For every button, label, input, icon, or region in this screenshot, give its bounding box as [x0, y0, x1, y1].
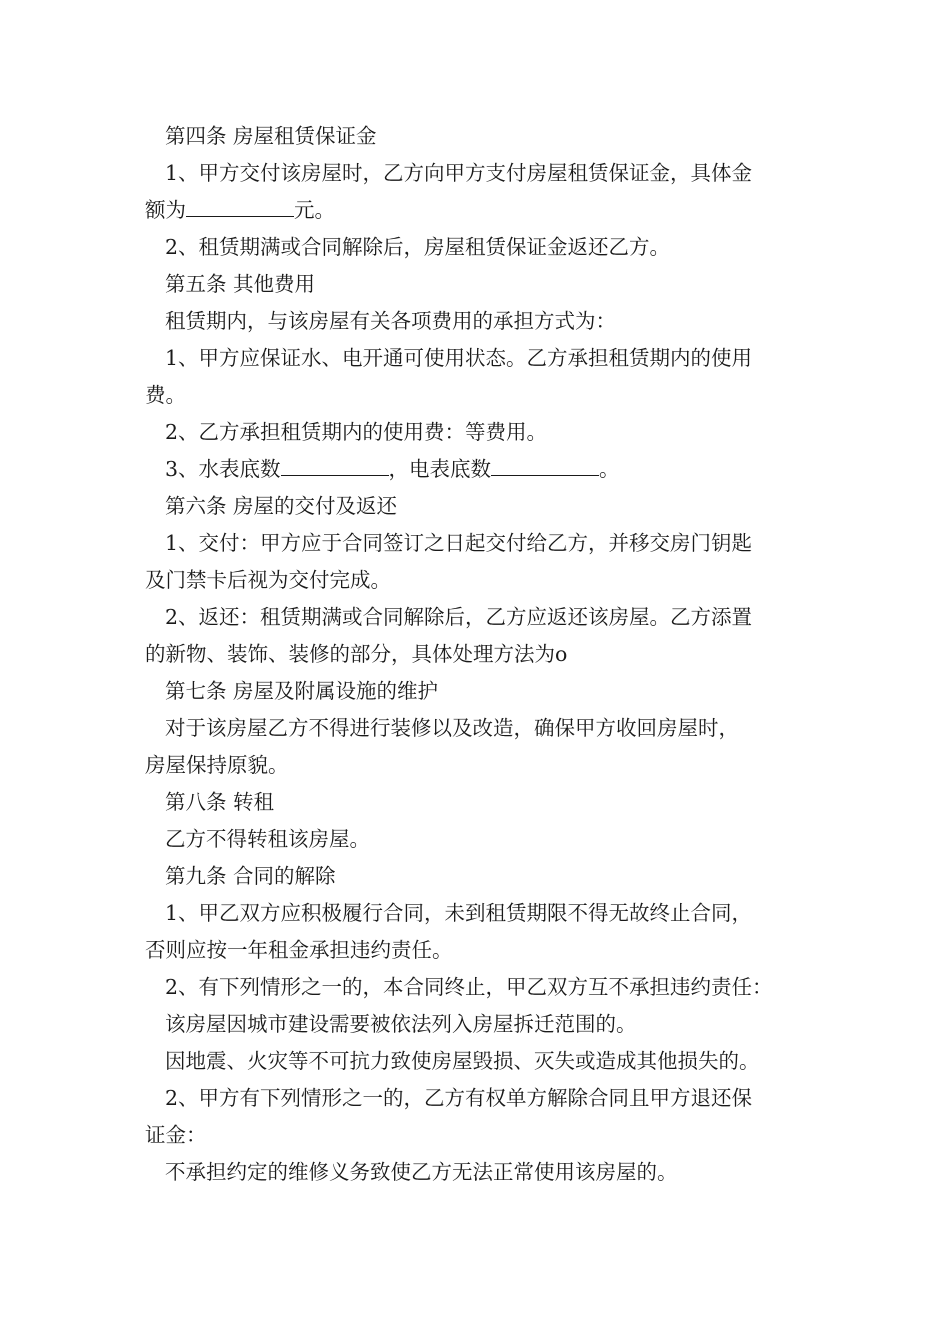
deposit-amount-blank — [186, 192, 294, 217]
section-9-heading: 第九条 合同的解除 — [165, 864, 336, 888]
paragraph-line: 租赁期内，与该房屋有关各项费用的承担方式为： — [165, 309, 616, 333]
paragraph-line: 及门禁卡后视为交付完成。 — [145, 568, 391, 592]
paragraph-line: 否则应按一年租金承担违约责任。 — [145, 938, 453, 962]
paragraph-line: 不承担约定的维修义务致使乙方无法正常使用该房屋的。 — [165, 1160, 678, 1184]
paragraph-line: 2、甲方有下列情形之一的，乙方有权单方解除合同且甲方退还保 — [165, 1086, 753, 1110]
paragraph-line: 证金： — [145, 1123, 207, 1147]
paragraph-line: 因地震、火灾等不可抗力致使房屋毁损、灭失或造成其他损失的。 — [165, 1049, 760, 1073]
meter-line-end: 。 — [599, 457, 620, 481]
paragraph-line: 2、有下列情形之一的，本合同终止，甲乙双方互不承担违约责任： — [165, 975, 773, 999]
paragraph-line: 1、甲方应保证水、电开通可使用状态。乙方承担租赁期内的使用 — [165, 346, 753, 370]
paragraph-line: 1、甲方交付该房屋时，乙方向甲方支付房屋租赁保证金，具体金 — [165, 161, 753, 185]
paragraph-line: 对于该房屋乙方不得进行装修以及改造，确保甲方收回房屋时， — [165, 716, 739, 740]
electric-meter-blank — [491, 451, 599, 476]
paragraph-line: 费。 — [145, 383, 186, 407]
paragraph-line: 1、甲乙双方应积极履行合同，未到租赁期限不得无故终止合同， — [165, 901, 753, 925]
section-8-heading: 第八条 转租 — [165, 790, 275, 814]
document-body — [145, 118, 813, 1191]
paragraph-line: 2、乙方承担租赁期内的使用费：等费用。 — [165, 420, 548, 444]
paragraph-line: 该房屋因城市建设需要被依法列入房屋拆迁范围的。 — [165, 1012, 637, 1036]
deposit-amount-prefix: 额为 — [145, 198, 186, 222]
section-4-heading: 第四条 房屋租赁保证金 — [165, 124, 377, 148]
paragraph-line: 2、租赁期满或合同解除后，房屋租赁保证金返还乙方。 — [165, 235, 671, 259]
section-7-heading: 第七条 房屋及附属设施的维护 — [165, 679, 439, 703]
paragraph-line: 乙方不得转租该房屋。 — [165, 827, 370, 851]
paragraph-line: 房屋保持原貌。 — [145, 753, 289, 777]
deposit-amount-suffix: 元。 — [294, 198, 335, 222]
paragraph-line: 的新物、装饰、装修的部分，具体处理方法为o — [145, 642, 568, 666]
water-meter-blank — [281, 451, 389, 476]
paragraph-line: 1、交付：甲方应于合同签订之日起交付给乙方，并移交房门钥匙 — [165, 531, 753, 555]
paragraph-line: 2、返还：租赁期满或合同解除后，乙方应返还该房屋。乙方添置 — [165, 605, 753, 629]
electric-meter-label: ，电表底数 — [388, 457, 492, 481]
paragraph-line — [145, 192, 813, 229]
section-5-heading: 第五条 其他费用 — [165, 272, 316, 296]
water-meter-label: 3、水表底数 — [165, 457, 281, 481]
meter-readings-line — [145, 451, 813, 488]
section-6-heading: 第六条 房屋的交付及返还 — [165, 494, 398, 518]
